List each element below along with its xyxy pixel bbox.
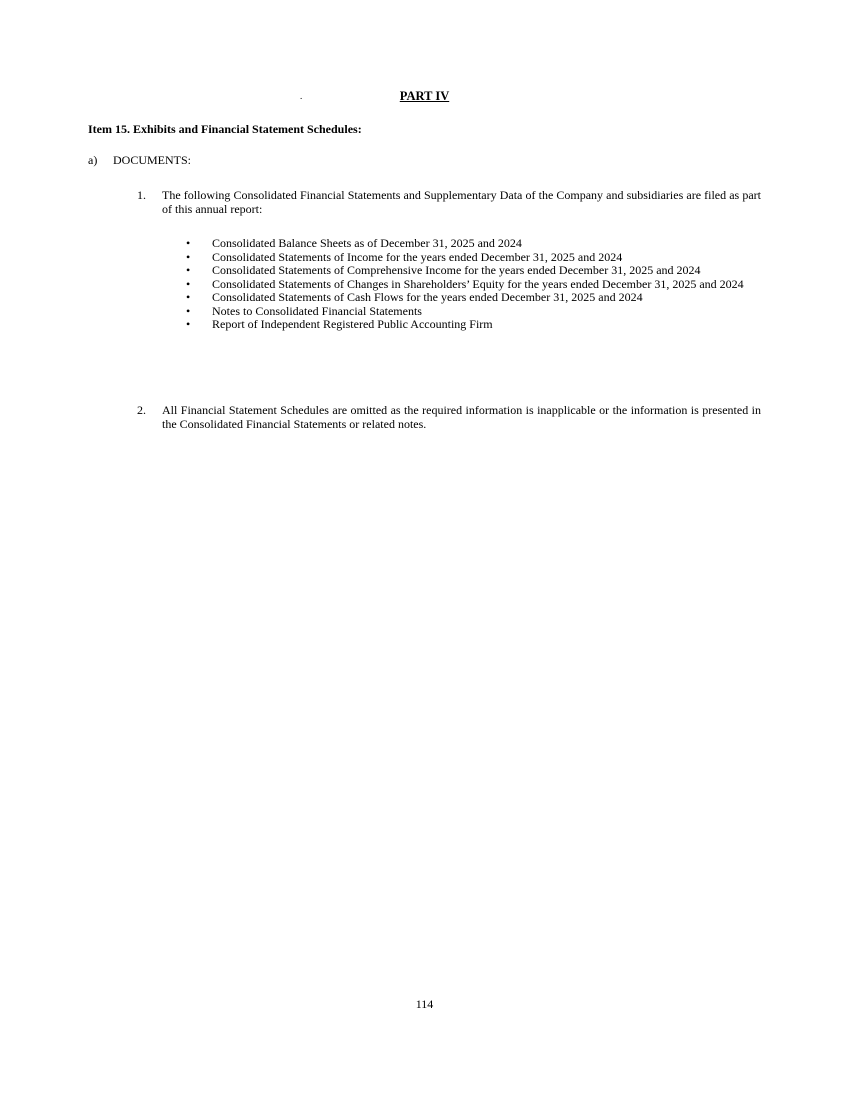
page-number: 114 [415, 997, 434, 1011]
section-label: DOCUMENTS: [113, 153, 192, 167]
numbered-item-2 [137, 404, 761, 431]
item-number: 2. [137, 403, 146, 417]
list-item-text: Consolidated Balance Sheets as of December 31, 2025 and 2024 [212, 236, 522, 250]
section-marker: a) [88, 153, 98, 167]
list-item [186, 264, 761, 278]
list-item [186, 305, 761, 319]
list-item [186, 237, 761, 251]
bullet-icon: • [186, 317, 191, 331]
list-item [186, 318, 761, 332]
bullet-icon: • [186, 263, 191, 277]
list-item-text: Consolidated Statements of Comprehensive Income for the years ended December 31, 2025 and 2024 [212, 263, 701, 277]
list-item [186, 278, 761, 292]
list-item-text: Consolidated Statements of Income for the years ended December 31, 2025 and 2024 [212, 249, 623, 264]
bullet-icon: • [186, 249, 191, 264]
list-item [186, 251, 761, 265]
stray-mark: . [300, 91, 303, 101]
financial-statements-list [186, 237, 761, 332]
list-item-text: Consolidated Statements of Cash Flows for the years ended December 31, 2025 and 2024 [212, 290, 643, 304]
list-item [186, 291, 761, 305]
item-heading: Item 15. Exhibits and Financial Statement Schedules: [88, 122, 362, 136]
bullet-icon: • [186, 303, 191, 318]
section-documents [88, 154, 191, 168]
list-item-text: Notes to Consolidated Financial Statements [212, 303, 422, 318]
list-item-text: Consolidated Statements of Changes in Shareholders’ Equity for the years ended December 31, 2025 and 2024 [212, 276, 744, 291]
bullet-icon: • [186, 236, 191, 250]
part-title: PART IV [399, 89, 450, 103]
item-number: 1. [137, 188, 146, 202]
numbered-item-1 [137, 189, 761, 216]
item-text: The following Consolidated Financial Statements and Supplementary Data of the Company and subsidiaries are filed as part of this annual report: [162, 188, 761, 216]
item-text: All Financial Statement Schedules are omitted as the required information is inapplicable or the information is presented in the Consolidated Financial Statements or related notes. [162, 403, 761, 431]
list-item-text: Report of Independent Registered Public Accounting Firm [212, 317, 493, 331]
bullet-icon: • [186, 276, 191, 291]
bullet-icon: • [186, 290, 191, 304]
